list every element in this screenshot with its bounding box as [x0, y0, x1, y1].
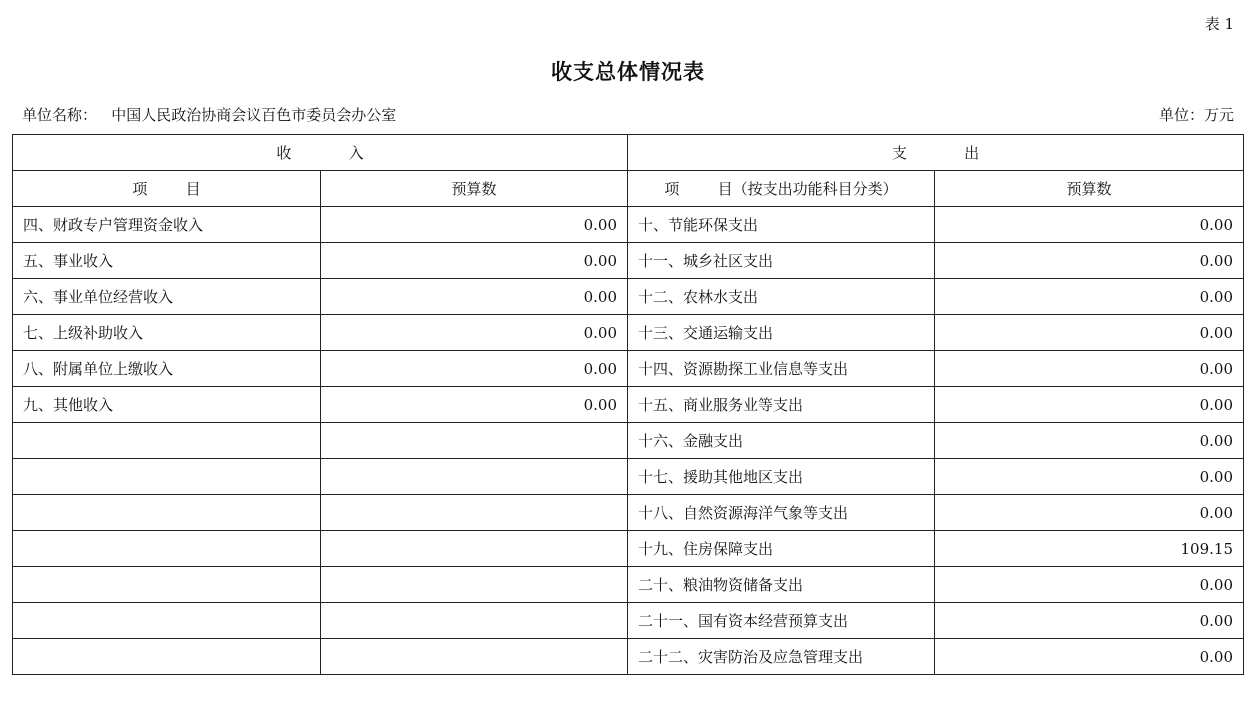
section-header-row: [13, 135, 1244, 171]
expense-item-cell: 十七、援助其他地区支出: [628, 459, 935, 495]
table-row: [13, 423, 1244, 459]
table-row: [13, 387, 1244, 423]
form-number: 表 1: [1204, 15, 1234, 33]
income-item-cell: 八、附属单位上缴收入: [13, 351, 321, 387]
table-row: [13, 243, 1244, 279]
expense-amount-cell: 0.00: [935, 459, 1244, 495]
expense-amount-cell: 109.15: [935, 531, 1244, 567]
income-item-cell: [13, 567, 321, 603]
table-row: [13, 603, 1244, 639]
income-item-cell: [13, 495, 321, 531]
col-expense-amount: 预算数: [935, 171, 1244, 207]
col-income-item: 项 目: [13, 171, 321, 207]
page-title: 收支总体情况表: [551, 59, 705, 84]
income-amount-cell: 0.00: [321, 279, 628, 315]
table-row: [13, 495, 1244, 531]
column-header-row: [13, 171, 1244, 207]
income-amount-cell: 0.00: [321, 351, 628, 387]
expense-item-cell: 十三、交通运输支出: [628, 315, 935, 351]
income-item-cell: [13, 603, 321, 639]
income-amount-cell: 0.00: [321, 243, 628, 279]
expense-item-cell: 二十二、灾害防治及应急管理支出: [628, 639, 935, 675]
expense-item-cell: 十五、商业服务业等支出: [628, 387, 935, 423]
income-item-cell: 九、其他收入: [13, 387, 321, 423]
expense-amount-cell: 0.00: [935, 243, 1244, 279]
income-header: 收 入: [13, 135, 628, 171]
income-item-cell: 六、事业单位经营收入: [13, 279, 321, 315]
table-row: [13, 639, 1244, 675]
expense-item-cell: 二十、粮油物资储备支出: [628, 567, 935, 603]
unit-name: 单位名称： 中国人民政治协商会议百色市委员会办公室: [22, 106, 397, 124]
income-amount-cell: [321, 531, 628, 567]
income-item-cell: [13, 531, 321, 567]
expense-amount-cell: 0.00: [935, 423, 1244, 459]
income-amount-cell: 0.00: [321, 207, 628, 243]
income-amount-cell: [321, 459, 628, 495]
table-row: [13, 531, 1244, 567]
income-amount-cell: [321, 567, 628, 603]
table-row: [13, 207, 1244, 243]
income-item-cell: 四、财政专户管理资金收入: [13, 207, 321, 243]
income-amount-cell: 0.00: [321, 387, 628, 423]
expense-item-cell: 十二、农林水支出: [628, 279, 935, 315]
expense-item-cell: 十、节能环保支出: [628, 207, 935, 243]
expense-amount-cell: 0.00: [935, 351, 1244, 387]
expense-item-cell: 十一、城乡社区支出: [628, 243, 935, 279]
expense-item-cell: 十四、资源勘探工业信息等支出: [628, 351, 935, 387]
expense-item-cell: 十九、住房保障支出: [628, 531, 935, 567]
income-amount-cell: [321, 603, 628, 639]
expense-amount-cell: 0.00: [935, 603, 1244, 639]
income-amount-cell: 0.00: [321, 315, 628, 351]
table-row: [13, 567, 1244, 603]
expense-item-cell: 十六、金融支出: [628, 423, 935, 459]
expense-amount-cell: 0.00: [935, 567, 1244, 603]
expense-amount-cell: 0.00: [935, 207, 1244, 243]
currency-unit: 单位：万元: [1158, 106, 1234, 124]
expense-amount-cell: 0.00: [935, 315, 1244, 351]
income-amount-cell: [321, 423, 628, 459]
expense-amount-cell: 0.00: [935, 387, 1244, 423]
budget-table: [12, 134, 1244, 675]
income-amount-cell: [321, 639, 628, 675]
col-income-amount: 预算数: [321, 171, 628, 207]
income-amount-cell: [321, 495, 628, 531]
expense-amount-cell: 0.00: [935, 279, 1244, 315]
income-item-cell: [13, 459, 321, 495]
expense-header: 支 出: [628, 135, 1244, 171]
table-row: [13, 459, 1244, 495]
table-row: [13, 279, 1244, 315]
table-row: [13, 315, 1244, 351]
expense-amount-cell: 0.00: [935, 639, 1244, 675]
income-item-cell: 七、上级补助收入: [13, 315, 321, 351]
table-row: [13, 351, 1244, 387]
col-expense-item: 项 目（按支出功能科目分类）: [628, 171, 935, 207]
expense-item-cell: 十八、自然资源海洋气象等支出: [628, 495, 935, 531]
expense-item-cell: 二十一、国有资本经营预算支出: [628, 603, 935, 639]
income-item-cell: 五、事业收入: [13, 243, 321, 279]
expense-amount-cell: 0.00: [935, 495, 1244, 531]
income-item-cell: [13, 639, 321, 675]
income-item-cell: [13, 423, 321, 459]
